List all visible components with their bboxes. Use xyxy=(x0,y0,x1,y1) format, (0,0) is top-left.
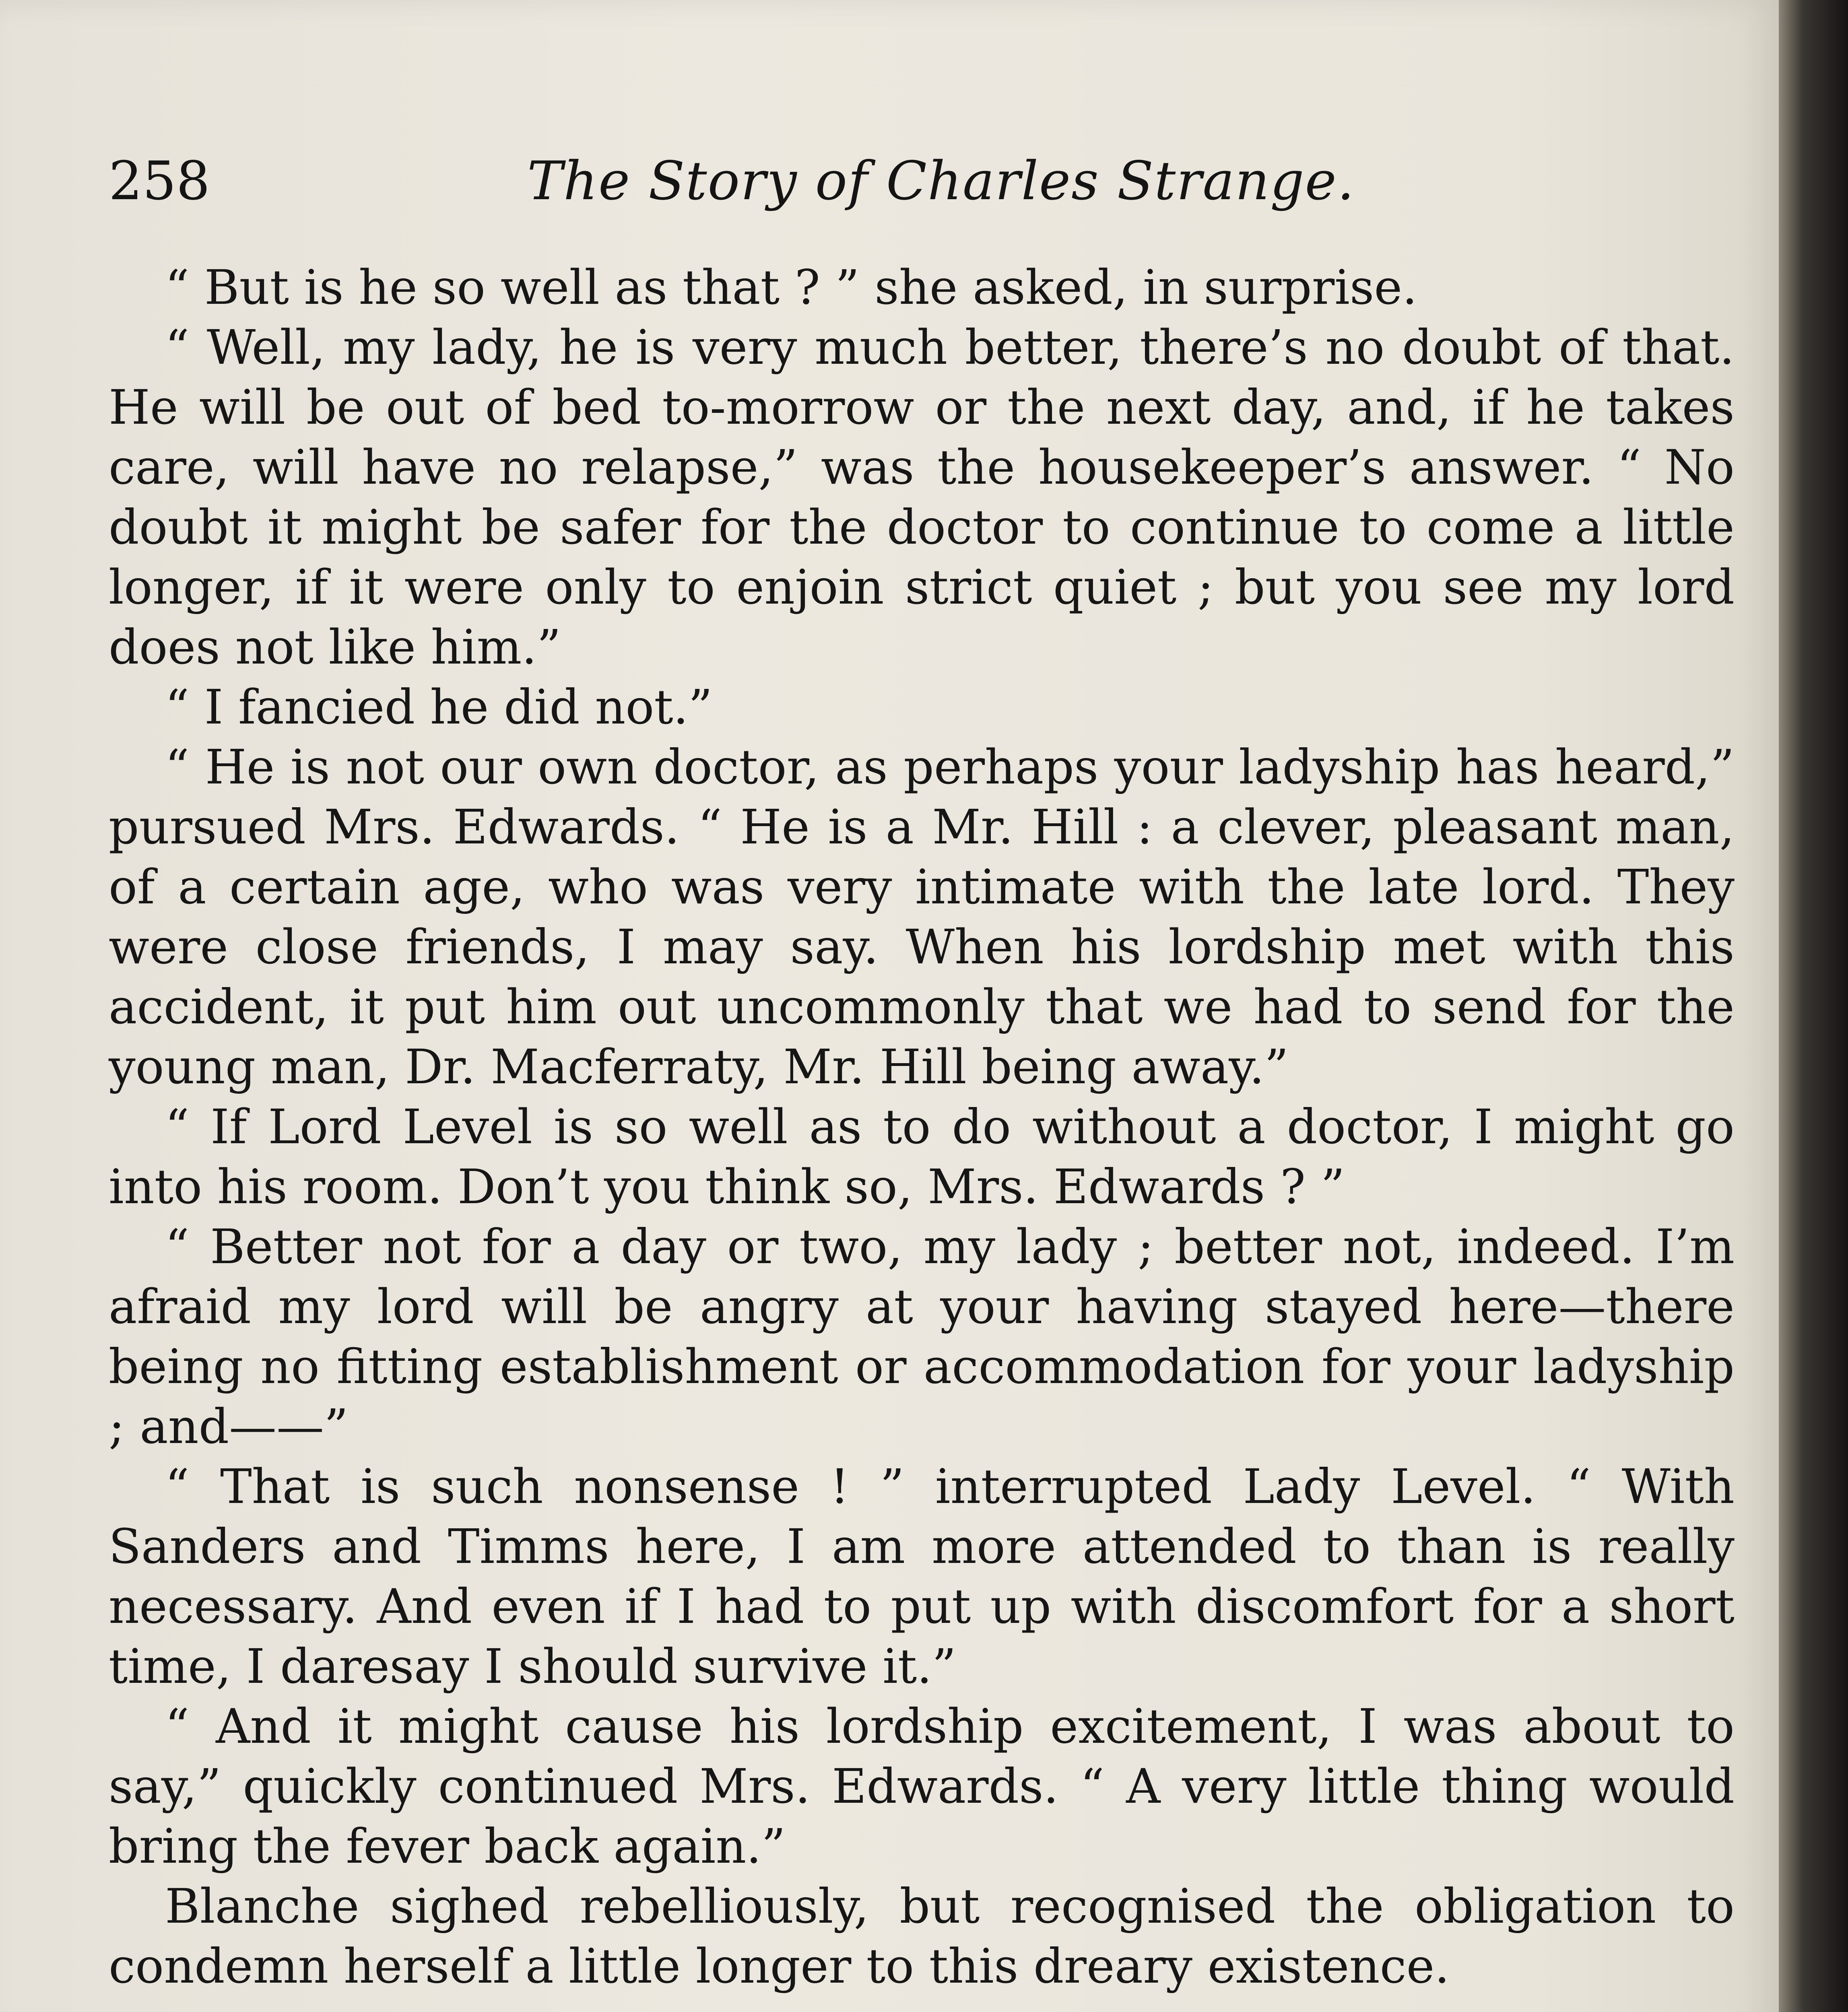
running-title: The Story of Charles Strange. xyxy=(527,150,1355,212)
paragraph: Blanche sighed rebelliously, but recognised the obligation to condemn herself a little longer to this dreary existence. xyxy=(109,1878,1735,1994)
paragraph: “ Well, my lady, he is very much better, there’s no doubt of that. He will be out of bed to-morrow or the next day, and, if he takes care, will have no relapse,” was the housekeeper’s answer. “ No doubt it might be safer for the doctor to continue to come a little longer, if it were only to enjoin strict quiet ; but you see my lord does not like him.” xyxy=(109,320,1735,675)
body-text xyxy=(109,258,1735,2012)
paragraph: “ If Lord Level is so well as to do without a doctor, I might go into his room. Don’t you think so, Mrs. Edwards ? ” xyxy=(109,1099,1735,1214)
paragraph: “ He is not our own doctor, as perhaps your ladyship has heard,” pursued Mrs. Edwards. “ He is a Mr. Hill : a clever, pleasant man, of a certain age, who was very intimate with the late lord. They were close friends, I may say. When his lordship met with this accident, it put him out uncommonly that we had to send for the young man, Dr. Macferraty, Mr. Hill being away.” xyxy=(109,739,1735,1095)
running-header xyxy=(109,145,1710,217)
page-number: 258 xyxy=(109,150,210,212)
book-spine-edge xyxy=(1779,0,1848,2012)
paragraph: “ But is he so well as that ? ” she asked, in surprise. xyxy=(165,260,1417,315)
paragraph: “ And it might cause his lordship excitement, I was about to say,” quickly continued Mrs. Edwards. “ A very little thing would bring the fever back again.” xyxy=(109,1699,1735,1874)
paragraph: “ Better not for a day or two, my lady ; better not, indeed. I’m afraid my lord will be angry at your having stayed here—there being no fitting establishment or accommodation for your ladyship ; and——” xyxy=(109,1219,1735,1454)
paragraph: “ That is such nonsense ! ” interrupted Lady Level. “ With Sanders and Timms here, I am more attended to than is really necessary. And even if I had to put up with discomfort for a short time, I daresay I should survive it.” xyxy=(109,1459,1735,1694)
paragraph: “ I fancied he did not.” xyxy=(165,679,713,735)
